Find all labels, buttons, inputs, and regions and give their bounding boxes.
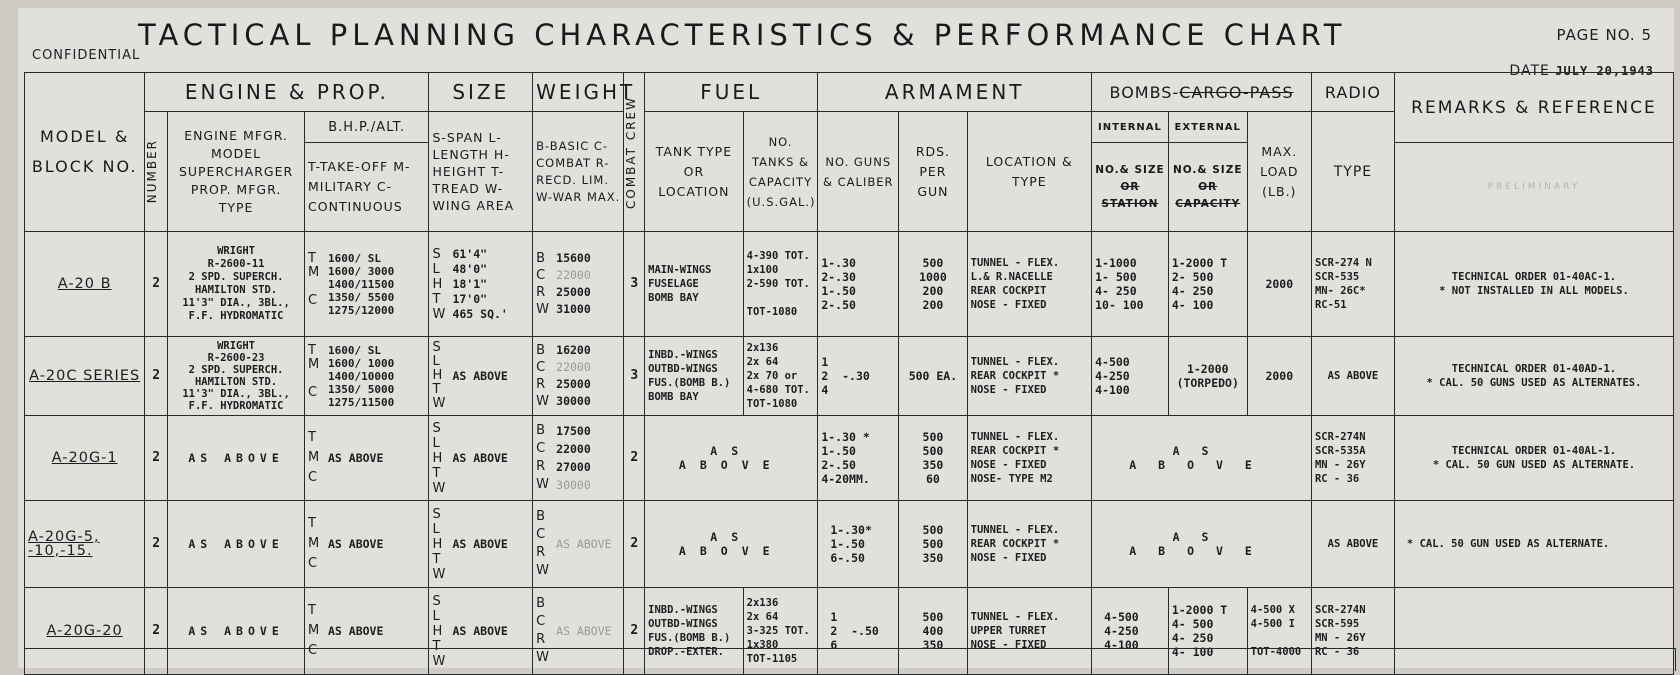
engine-number: 2 <box>145 416 168 501</box>
radio-type: SCR-274 N SCR-535 MN- 26C* RC-51 <box>1311 232 1394 337</box>
gun-location: TUNNEL - FLEX. REAR COCKPIT * NOSE - FIXED <box>967 337 1091 416</box>
weight-values: AS ABOVE <box>556 624 612 638</box>
bombs-external: 1-2000 T 2- 500 4- 250 4- 100 <box>1168 232 1247 337</box>
preliminary-stamp: PRELIMINARY <box>1394 143 1673 232</box>
rounds-per-gun: 500 500 350 <box>899 501 967 588</box>
weight-basic: 17500 <box>556 424 591 438</box>
col-combat-crew-label: COMBAT CREW <box>624 95 639 209</box>
combat-crew: 3 <box>624 232 645 337</box>
engine-details: WRIGHT R-2600-23 2 SPD. SUPERCH. HAMILTON STD. 11'3" DIA., 3BL., F.F. HYDROMATIC <box>168 337 305 416</box>
bhp-values: 1600/ SL 1600/ 3000 1400/11500 1350/ 5500 1275/12000 <box>328 251 395 317</box>
guns-caliber: 1-.30* 1-.50 6-.50 <box>818 501 899 588</box>
col-tank-type: TANK TYPE OR LOCATION <box>645 112 744 232</box>
bhp-values: AS ABOVE <box>328 537 384 551</box>
col-size-sub: S-SPAN L-LENGTH H-HEIGHT T-TREAD W-WING AREA <box>429 112 533 232</box>
rounds-per-gun: 500 400 350 <box>899 588 967 675</box>
external-sub-capacity: CAPACITY <box>1175 197 1241 210</box>
size-keys: S L H T W <box>432 506 446 582</box>
engine-number: 2 <box>145 501 168 588</box>
engine-details: AS ABOVE <box>168 588 305 675</box>
col-no-tanks: NO. TANKS & CAPACITY (U.S.GAL.) <box>743 112 818 232</box>
col-fuel: FUEL <box>645 73 818 112</box>
weight-values <box>556 422 591 494</box>
gun-location: TUNNEL - FLEX. L.& R.NACELLE REAR COCKPIT NOSE - FIXED <box>967 232 1091 337</box>
bhp-values: AS ABOVE <box>328 624 384 638</box>
internal-sub-or: OR <box>1120 180 1140 193</box>
engine-number: 2 <box>145 232 168 337</box>
bhp-keys: T M C <box>308 342 320 400</box>
bhp-cell <box>305 501 429 588</box>
weight-cell <box>533 416 624 501</box>
col-internal: INTERNAL <box>1092 112 1169 143</box>
col-engine-mfgr: ENGINE MFGR. MODEL SUPERCHARGER PROP. MFGR. TYPE <box>168 112 305 232</box>
col-external: EXTERNAL <box>1168 112 1247 143</box>
classification-label: CONFIDENTIAL <box>32 48 141 63</box>
weight-keys: B C R W <box>536 343 550 409</box>
internal-sub-size: NO.& SIZE <box>1095 163 1165 176</box>
weight-war-max: 31000 <box>556 302 591 316</box>
bhp-cell <box>305 416 429 501</box>
weight-cell <box>533 232 624 337</box>
col-internal-sub <box>1092 143 1169 232</box>
combat-crew: 3 <box>624 337 645 416</box>
table-row <box>25 337 1674 416</box>
model-cell <box>25 232 145 337</box>
weight-values <box>556 250 591 318</box>
guns-caliber: 1-.30 2-.30 1-.50 2-.50 <box>818 232 899 337</box>
size-values: AS ABOVE <box>452 369 508 383</box>
weight-recd-lim: 27000 <box>556 460 591 474</box>
col-bombs-label: BOMBS- <box>1109 82 1180 102</box>
external-sub-size: NO.& SIZE <box>1172 163 1243 176</box>
model-name: A-20G-20 <box>46 623 123 639</box>
weight-combat: 22000 <box>556 442 591 456</box>
table-row <box>25 232 1674 337</box>
col-model <box>25 73 145 232</box>
weight-combat: 22000 <box>556 360 591 374</box>
date-label: DATE <box>1509 63 1550 79</box>
col-cargo-label: CARGO-PASS <box>1179 82 1294 102</box>
engine-number: 2 <box>145 588 168 675</box>
weight-values <box>556 342 591 410</box>
radio-type: AS ABOVE <box>1311 337 1394 416</box>
size-values: AS ABOVE <box>452 451 508 465</box>
bombs-external: 1-2000 T 4- 500 4- 250 4- 100 <box>1168 588 1247 675</box>
engine-details: WRIGHT R-2600-11 2 SPD. SUPERCH. HAMILTON STD. 11'3" DIA., 3BL., F.F. HYDROMATIC <box>168 232 305 337</box>
guns-caliber: 1 2 -.50 6 <box>818 588 899 675</box>
performance-table <box>24 72 1674 675</box>
bhp-values: 1600/ SL 1600/ 1000 1400/10000 1350/ 5000 1275/11500 <box>328 343 395 409</box>
combat-crew: 2 <box>624 588 645 675</box>
weight-basic: 16200 <box>556 343 591 357</box>
bhp-cell <box>305 232 429 337</box>
tank-location: MAIN-WINGS FUSELAGE BOMB BAY <box>645 232 744 337</box>
col-model-label: MODEL & BLOCK NO. <box>31 127 138 176</box>
col-number-label: NUMBER <box>145 139 160 204</box>
rounds-per-gun: 500 1000 200 200 <box>899 232 967 337</box>
tank-capacity: 2x136 2x 64 2x 70 or 4-680 TOT. TOT-1080 <box>743 337 818 416</box>
col-external-sub <box>1168 143 1247 232</box>
model-name: A-20C SERIES <box>29 368 141 384</box>
internal-sub-station: STATION <box>1101 197 1159 210</box>
weight-keys: B C R W <box>536 596 550 665</box>
remarks: TECHNICAL ORDER 01-40AC-1. * NOT INSTALLED IN ALL MODELS. <box>1394 232 1673 337</box>
col-no-guns: NO. GUNS & CALIBER <box>818 112 899 232</box>
col-bhp: B.H.P./ALT. <box>305 112 429 143</box>
bombs-same: AS ABOVE <box>1092 416 1312 501</box>
col-combat-crew <box>624 73 645 232</box>
model-cell <box>25 416 145 501</box>
model-cell <box>25 501 145 588</box>
bombs-internal: 4-500 4-250 4-100 <box>1092 337 1169 416</box>
max-load: 4-500 X 4-500 I TOT-4000 <box>1247 588 1311 675</box>
weight-values: AS ABOVE <box>556 537 612 551</box>
col-radio-type: TYPE <box>1311 112 1394 232</box>
document-sheet <box>18 8 1674 668</box>
weight-keys: B C R W <box>536 423 550 492</box>
max-load: 2000 <box>1247 337 1311 416</box>
bombs-internal: 4-500 4-250 4-100 <box>1092 588 1169 675</box>
remarks: TECHNICAL ORDER 01-40AD-1. * CAL. 50 GUNS USED AS ALTERNATES. <box>1394 337 1673 416</box>
col-remarks: REMARKS & REFERENCE <box>1394 73 1673 143</box>
date-value: JULY 20,1943 <box>1555 64 1654 78</box>
combat-crew: 2 <box>624 501 645 588</box>
table-row <box>25 501 1674 588</box>
size-keys: S L H T W <box>432 340 446 411</box>
col-bombs <box>1092 73 1312 112</box>
bombs-same: AS ABOVE <box>1092 501 1312 588</box>
gun-location: TUNNEL - FLEX. REAR COCKPIT * NOSE - FIXED NOSE- TYPE M2 <box>967 416 1091 501</box>
col-number <box>145 112 168 232</box>
engine-details: AS ABOVE <box>168 501 305 588</box>
model-name: A-20G-1 <box>51 450 118 466</box>
size-values: 61'4" 48'0" 18'1" 17'0" 465 SQ.' <box>452 246 508 321</box>
gun-location: TUNNEL - FLEX. REAR COCKPIT * NOSE - FIXED <box>967 501 1091 588</box>
bhp-keys: T M C <box>308 250 320 308</box>
max-load: 2000 <box>1247 232 1311 337</box>
weight-basic: 15600 <box>556 251 591 265</box>
weight-war-max: 30000 <box>556 394 591 408</box>
bhp-values: AS ABOVE <box>328 451 384 465</box>
col-max-load: MAX. LOAD (LB.) <box>1247 112 1311 232</box>
engine-number: 2 <box>145 337 168 416</box>
col-rds: RDS. PER GUN <box>899 112 967 232</box>
tank-capacity: 4-390 TOT. 1x100 2-590 TOT. TOT-1080 <box>743 232 818 337</box>
radio-type: AS ABOVE <box>1311 501 1394 588</box>
weight-combat: 22000 <box>556 268 591 282</box>
tank-capacity: 2x136 2x 64 3-325 TOT. 1x380 TOT-1105 <box>743 588 818 675</box>
bhp-cell <box>305 337 429 416</box>
col-engine-prop: ENGINE & PROP. <box>145 73 429 112</box>
col-bhp-sub: T-TAKE-OFF M-MILITARY C-CONTINUOUS <box>305 143 429 232</box>
page-number: PAGE NO. 5 <box>1556 26 1652 44</box>
size-cell <box>429 337 533 416</box>
table-row <box>25 416 1674 501</box>
next-row-edge <box>24 648 1676 671</box>
weight-keys: B C R W <box>536 251 550 317</box>
fuel-same: AS ABOVE <box>645 416 818 501</box>
bhp-keys: T M C <box>308 430 320 485</box>
size-keys: S L H T W <box>432 420 446 496</box>
gun-location: TUNNEL - FLEX. UPPER TURRET NOSE - FIXED <box>967 588 1091 675</box>
model-cell <box>25 337 145 416</box>
rounds-per-gun: 500 500 350 60 <box>899 416 967 501</box>
remarks: TECHNICAL ORDER 01-40AL-1. * CAL. 50 GUN USED AS ALTERNATE. <box>1394 416 1673 501</box>
chart-title: TACTICAL PLANNING CHARACTERISTICS & PERFORMANCE CHART <box>138 18 1347 52</box>
col-weight-sub: B-BASIC C-COMBAT R-RECD. LIM. W-WAR MAX. <box>533 112 624 232</box>
col-location: LOCATION & TYPE <box>967 112 1091 232</box>
col-armament: ARMAMENT <box>818 73 1092 112</box>
weight-war-max: 30000 <box>556 478 591 492</box>
size-values: AS ABOVE <box>452 624 508 638</box>
external-sub-or: OR <box>1198 180 1218 193</box>
guns-caliber: 1 2 -.30 4 <box>818 337 899 416</box>
weight-cell <box>533 337 624 416</box>
header-row-1 <box>25 73 1674 112</box>
col-size: SIZE <box>429 73 533 112</box>
size-keys: S L H T W <box>432 593 446 669</box>
tank-location: INBD.-WINGS OUTBD-WINGS FUS.(BOMB B.) BOMB BAY <box>645 337 744 416</box>
remarks: * CAL. 50 GUN USED AS ALTERNATE. <box>1394 501 1673 588</box>
model-name: A-20 B <box>57 276 112 292</box>
size-cell <box>429 232 533 337</box>
col-weight: WEIGHT <box>533 73 624 112</box>
size-keys: S L H T W <box>432 246 446 322</box>
engine-details: AS ABOVE <box>168 416 305 501</box>
bombs-internal: 1-1000 1- 500 4- 250 10- 100 <box>1092 232 1169 337</box>
size-cell <box>429 501 533 588</box>
bhp-keys: T M C <box>308 516 320 571</box>
size-cell <box>429 416 533 501</box>
radio-type: SCR-274N SCR-595 MN - 26Y RC - 36 <box>1311 588 1394 675</box>
rounds-per-gun: 500 EA. <box>899 337 967 416</box>
size-values: AS ABOVE <box>452 537 508 551</box>
col-radio: RADIO <box>1311 73 1394 112</box>
weight-cell <box>533 501 624 588</box>
radio-type: SCR-274N SCR-535A MN - 26Y RC - 36 <box>1311 416 1394 501</box>
weight-recd-lim: 25000 <box>556 377 591 391</box>
tank-location: INBD.-WINGS OUTBD-WINGS FUS.(BOMB B.) DROP.-EXTER. <box>645 588 744 675</box>
combat-crew: 2 <box>624 416 645 501</box>
fuel-same: AS ABOVE <box>645 501 818 588</box>
weight-recd-lim: 25000 <box>556 285 591 299</box>
weight-keys: B C R W <box>536 509 550 578</box>
guns-caliber: 1-.30 * 1-.50 2-.50 4-20MM. <box>818 416 899 501</box>
bombs-external: 1-2000 (TORPEDO) <box>1168 337 1247 416</box>
bhp-keys: T M C <box>308 603 320 658</box>
model-name: A-20G-5, -10,-15. <box>28 529 100 559</box>
